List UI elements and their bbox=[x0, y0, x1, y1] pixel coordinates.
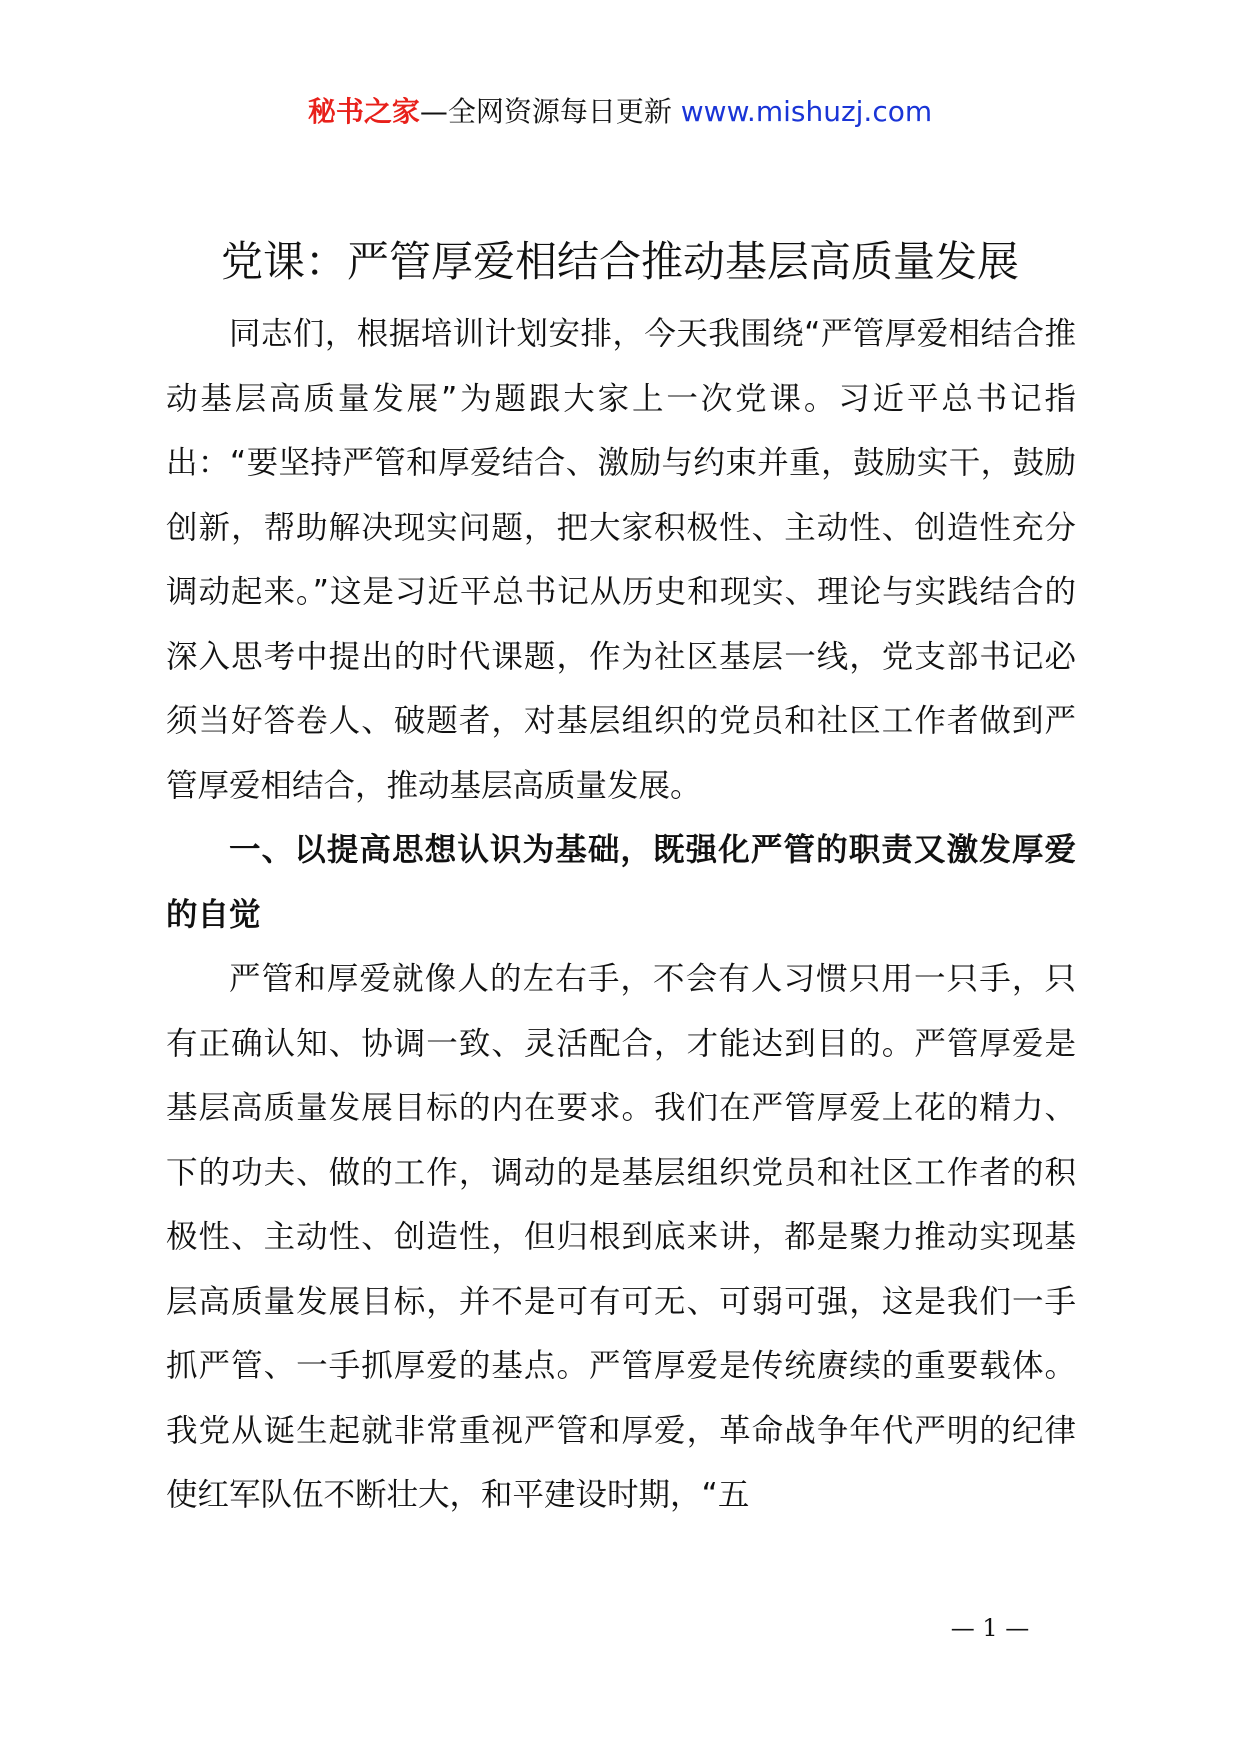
section-1-paragraph: 严管和厚爱就像人的左右手，不会有人习惯只用一只手，只有正确认知、协调一致、灵活配合，才能达到目的。严管厚爱是基层高质量发展目标的内在要求。我们在严管厚爱上花的精力、下的功夫、做的工作，调动的是基层组织党员和社区工作者的积极性、主动性、创造性，但归根到底来讲，都是聚力推动实现基层高质量发展目标，并不是可有可无、可弱可强，这是我们一手抓严管、一手抓厚爱的基点。严管厚爱是传统赓续的重要载体。我党从诞生起就非常重视严管和厚爱，革命战争年代严明的纪律使红军队伍不断壮大，和平建设时期，“五 bbox=[166, 961, 1076, 1513]
intro-paragraph: 同志们，根据培训计划安排，今天我围绕“严管厚爱相结合推动基层高质量发展”为题跟大家上一次党课。习近平总书记指出：“要坚持严管和厚爱结合、激励与约束并重，鼓励实干，鼓励创新，帮助解决现实问题，把大家积极性、主动性、创造性充分调动起来。”这是习近平总书记从历史和现实、理论与实践结合的深入思考中提出的时代课题，作为社区基层一线，党支部书记必须当好答卷人、破题者，对基层组织的党员和社区工作者做到严管厚爱相结合，推动基层高质量发展。 bbox=[166, 316, 1076, 804]
section-heading-1: 一、以提高思想认识为基础，既强化严管的职责又激发厚爱的自觉 bbox=[166, 832, 1076, 933]
document-title: 党课：严管厚爱相结合推动基层高质量发展 bbox=[220, 237, 1019, 286]
site-header-banner bbox=[0, 92, 1240, 132]
document-body bbox=[166, 302, 1076, 1528]
header-tagline: —全网资源每日更新 bbox=[419, 95, 681, 128]
page-number: — 1 — bbox=[950, 1614, 1030, 1642]
brand-name: 秘书之家 bbox=[307, 95, 420, 128]
site-url: www.mishuzj.com bbox=[680, 95, 933, 128]
